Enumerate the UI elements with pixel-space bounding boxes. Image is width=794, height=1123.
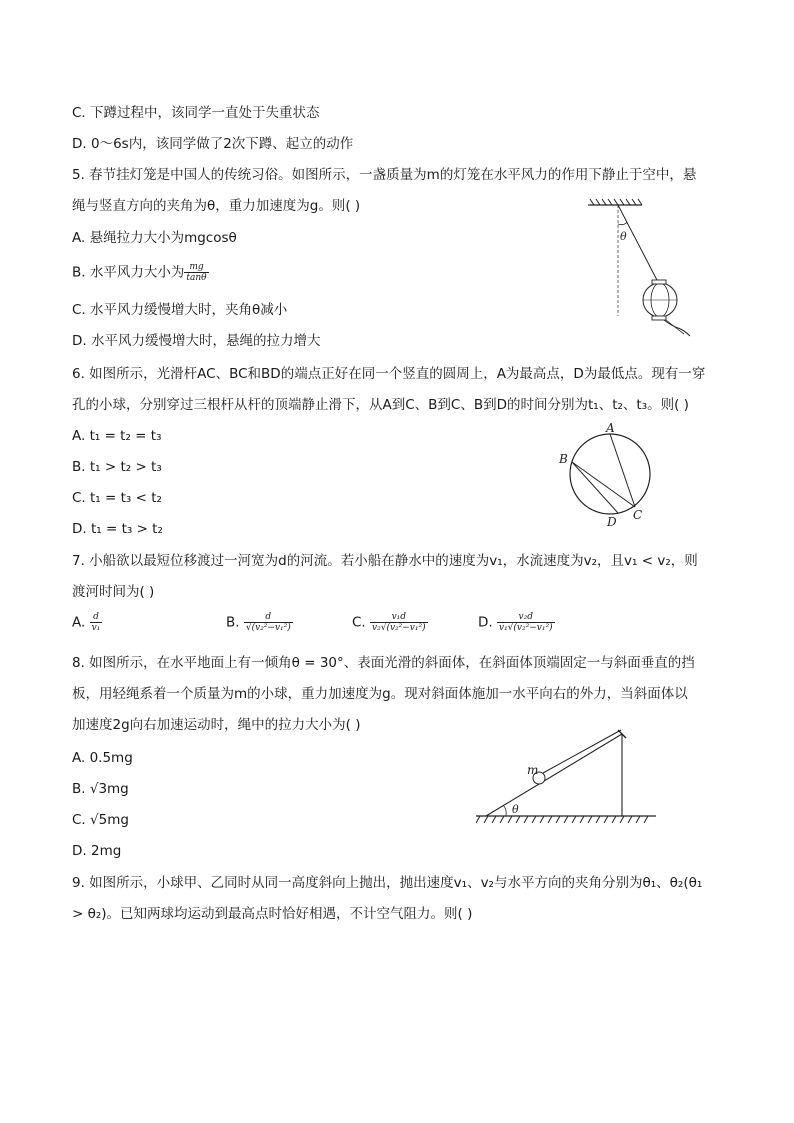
fraction-numerator: v₁d — [370, 612, 428, 623]
q9-stem-line2: > θ₂)。已知两球均运动到最高点时恰好相遇，不计空气阻力。则( ) — [72, 906, 473, 922]
q8-stem-line1: 8. 如图所示，在水平地面上有一倾角θ = 30°、表面光滑的斜面体，在斜面体顶端固定一与斜面垂直的挡 — [72, 655, 695, 671]
q5-stem-line1: 5. 春节挂灯笼是中国人的传统习俗。如图所示，一盏质量为m的灯笼在水平风力的作用下静止于空中，悬 — [72, 167, 697, 183]
q8-stem-line3: 加速度2g向右加速运动时，绳中的拉力大小为( ) — [72, 717, 361, 733]
q7-option-a — [72, 612, 102, 633]
circle-rods-figure — [555, 418, 660, 530]
q6-option-a: A. t₁ = t₂ = t₃ — [72, 428, 162, 444]
q5-option-c: C. 水平风力缓慢增大时，夹角θ减小 — [72, 302, 288, 318]
q6-option-d: D. t₁ = t₃ > t₂ — [72, 521, 163, 537]
lantern-figure — [580, 196, 700, 344]
q7-option-d-fraction — [497, 612, 555, 633]
q5-stem-line2: 绳与竖直方向的夹角为θ，重力加速度为g。则( ) — [72, 198, 361, 214]
q8-option-a: A. 0.5mg — [72, 750, 133, 766]
q6-option-b: B. t₁ > t₂ > t₃ — [72, 459, 162, 475]
q4-option-d: D. 0～6s内，该同学做了2次下蹲、起立的动作 — [72, 136, 354, 152]
q5-option-b-fraction — [184, 262, 208, 283]
label-d: D — [607, 515, 617, 529]
q6-option-c: C. t₁ = t₃ < t₂ — [72, 490, 162, 506]
q5-option-a: A. 悬绳拉力大小为mgcosθ — [72, 230, 237, 246]
incline-figure — [476, 728, 658, 830]
q9-stem-line1: 9. 如图所示，小球甲、乙同时从同一高度斜向上抛出，抛出速度v₁、v₂与水平方向的夹角分别为θ₁、θ₂(θ₁ — [72, 875, 703, 891]
label-a: A — [606, 421, 615, 435]
fraction-numerator: d — [90, 612, 103, 623]
ball-mass-label: m — [527, 763, 539, 777]
q6-stem-line1: 6. 如图所示，光滑杆AC、BC和BD的端点正好在同一个竖直的圆周上，A为最高点，D为最低点。现有一穿 — [72, 366, 706, 382]
q8-option-d: D. 2mg — [72, 843, 122, 859]
q7-stem-line1: 7. 小船欲以最短位移渡过一河宽为d的河流。若小船在静水中的速度为v₁，水流速度为v₂，且v₁ < v₂，则 — [72, 553, 698, 569]
fraction-denominator: v₁√(v₂²−v₁²) — [498, 623, 553, 633]
option-letter: D. — [478, 614, 493, 631]
q7-stem-line2: 渡河时间为( ) — [72, 584, 155, 600]
option-letter: A. — [72, 614, 86, 631]
option-letter: B. — [226, 614, 240, 631]
fraction-denominator: √(v₂²−v₁²) — [245, 623, 291, 633]
lantern-theta-label: θ — [620, 230, 627, 243]
q7-option-b — [226, 612, 293, 633]
label-c: C — [633, 508, 643, 522]
q5-option-b-text: B. 水平风力大小为 — [72, 264, 185, 281]
q7-option-b-fraction — [244, 612, 293, 633]
q8-stem-line2: 板，用轻绳系着一个质量为m的小球，重力加速度为g。现对斜面体施加一水平向右的外力，当斜面体以 — [72, 686, 688, 702]
incline-theta-label: θ — [512, 803, 519, 816]
label-b: B — [559, 452, 568, 466]
fraction-numerator: v₂d — [497, 612, 555, 623]
q5-option-b — [72, 262, 209, 283]
q7-option-c-fraction — [370, 612, 428, 633]
option-letter: C. — [352, 614, 366, 631]
q8-option-b: B. √3mg — [72, 781, 129, 797]
q6-stem-line2: 孔的小球，分别穿过三根杆从杆的顶端静止滑下，从A到C、B到C、B到D的时间分别为t₁、t₂、t₃。则( ) — [72, 397, 689, 413]
fraction-denominator: tanθ — [186, 273, 207, 283]
q5-option-d: D. 水平风力缓慢增大时，悬绳的拉力增大 — [72, 333, 321, 349]
q7-option-a-fraction — [90, 612, 103, 633]
q7-option-c — [352, 612, 428, 633]
q7-option-d — [478, 612, 555, 633]
fraction-denominator: v₂√(v₂²−v₁²) — [372, 623, 426, 633]
fraction-numerator: d — [244, 612, 293, 623]
q4-option-c: C. 下蹲过程中，该同学一直处于失重状态 — [72, 105, 320, 121]
q8-option-c: C. √5mg — [72, 812, 129, 828]
fraction-numerator: mg — [184, 262, 208, 273]
fraction-denominator: v₁ — [91, 623, 101, 633]
